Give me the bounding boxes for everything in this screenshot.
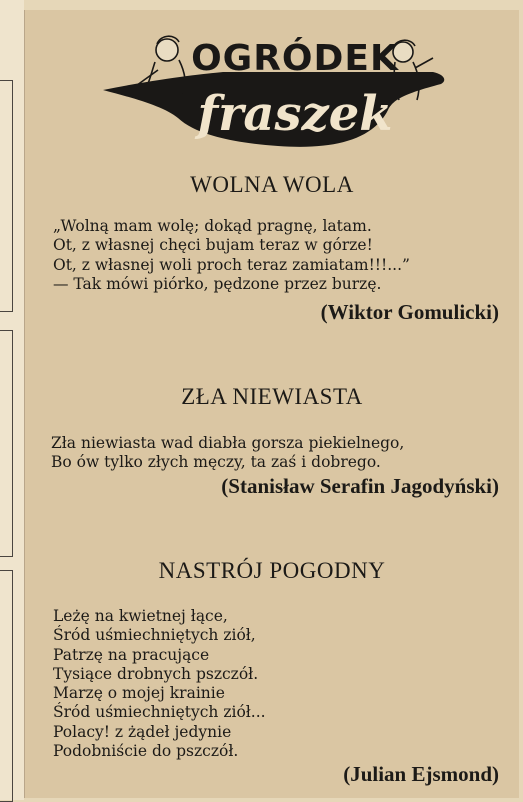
verse-line: Zła niewiasta wad diabła gorsza piekielnego,: [51, 434, 405, 452]
verse-line: Tysiące drobnych pszczół.: [53, 664, 259, 683]
column-header: [25, 28, 519, 148]
verse-line: Ot, z własnej woli proch teraz zamiatam!!!...”: [53, 255, 410, 274]
verse-line: Polacy! z żądeł jedynie: [53, 722, 232, 741]
poem-title: NASTRÓJ POGODNY: [158, 558, 386, 583]
poem-verse: [53, 607, 266, 761]
verse-line: Patrzę na pracujące: [53, 645, 210, 664]
poem-author: (Stanisław Serafin Jagodyński): [221, 474, 499, 498]
header-title-ogrodek: OGRÓDEK: [191, 38, 399, 79]
poem-title: ZŁA NIEWIASTA: [181, 384, 363, 409]
poem-author: (Wiktor Gomulicki): [320, 300, 499, 324]
verse-line: Leżę na kwietnej łące,: [53, 607, 228, 625]
verse-line: — Tak mówi piórko, pędzone przez burzę.: [53, 274, 382, 293]
poem-author: (Julian Ejsmond): [343, 762, 499, 786]
adjacent-page-box: [0, 570, 13, 802]
verse-line: „Wolną mam wolę; dokąd pragnę, latam.: [53, 217, 372, 235]
verse-line: Ot, z własnej chęci bujam teraz w górze!: [53, 236, 373, 255]
poem-title: WOLNA WOLA: [190, 172, 354, 197]
adjacent-page-box: [0, 330, 13, 557]
poem-verse: [51, 434, 404, 473]
verse-line: Śród uśmiechniętych ziół,: [53, 626, 256, 645]
column-page: [24, 10, 519, 798]
verse-line: Marzę o mojej krainie: [53, 684, 225, 703]
verse-line: Podobniście do pszczół.: [53, 742, 239, 761]
poem-verse: [53, 217, 410, 294]
verse-line: Bo ów tylko złych męczy, ta zaś i dobrego.: [51, 453, 381, 472]
adjacent-page-strip: [0, 0, 24, 800]
verse-line: Śród uśmiechniętych ziół...: [53, 703, 266, 722]
header-title-fraszek: fraszek: [197, 86, 393, 142]
adjacent-page-box: [0, 80, 13, 312]
